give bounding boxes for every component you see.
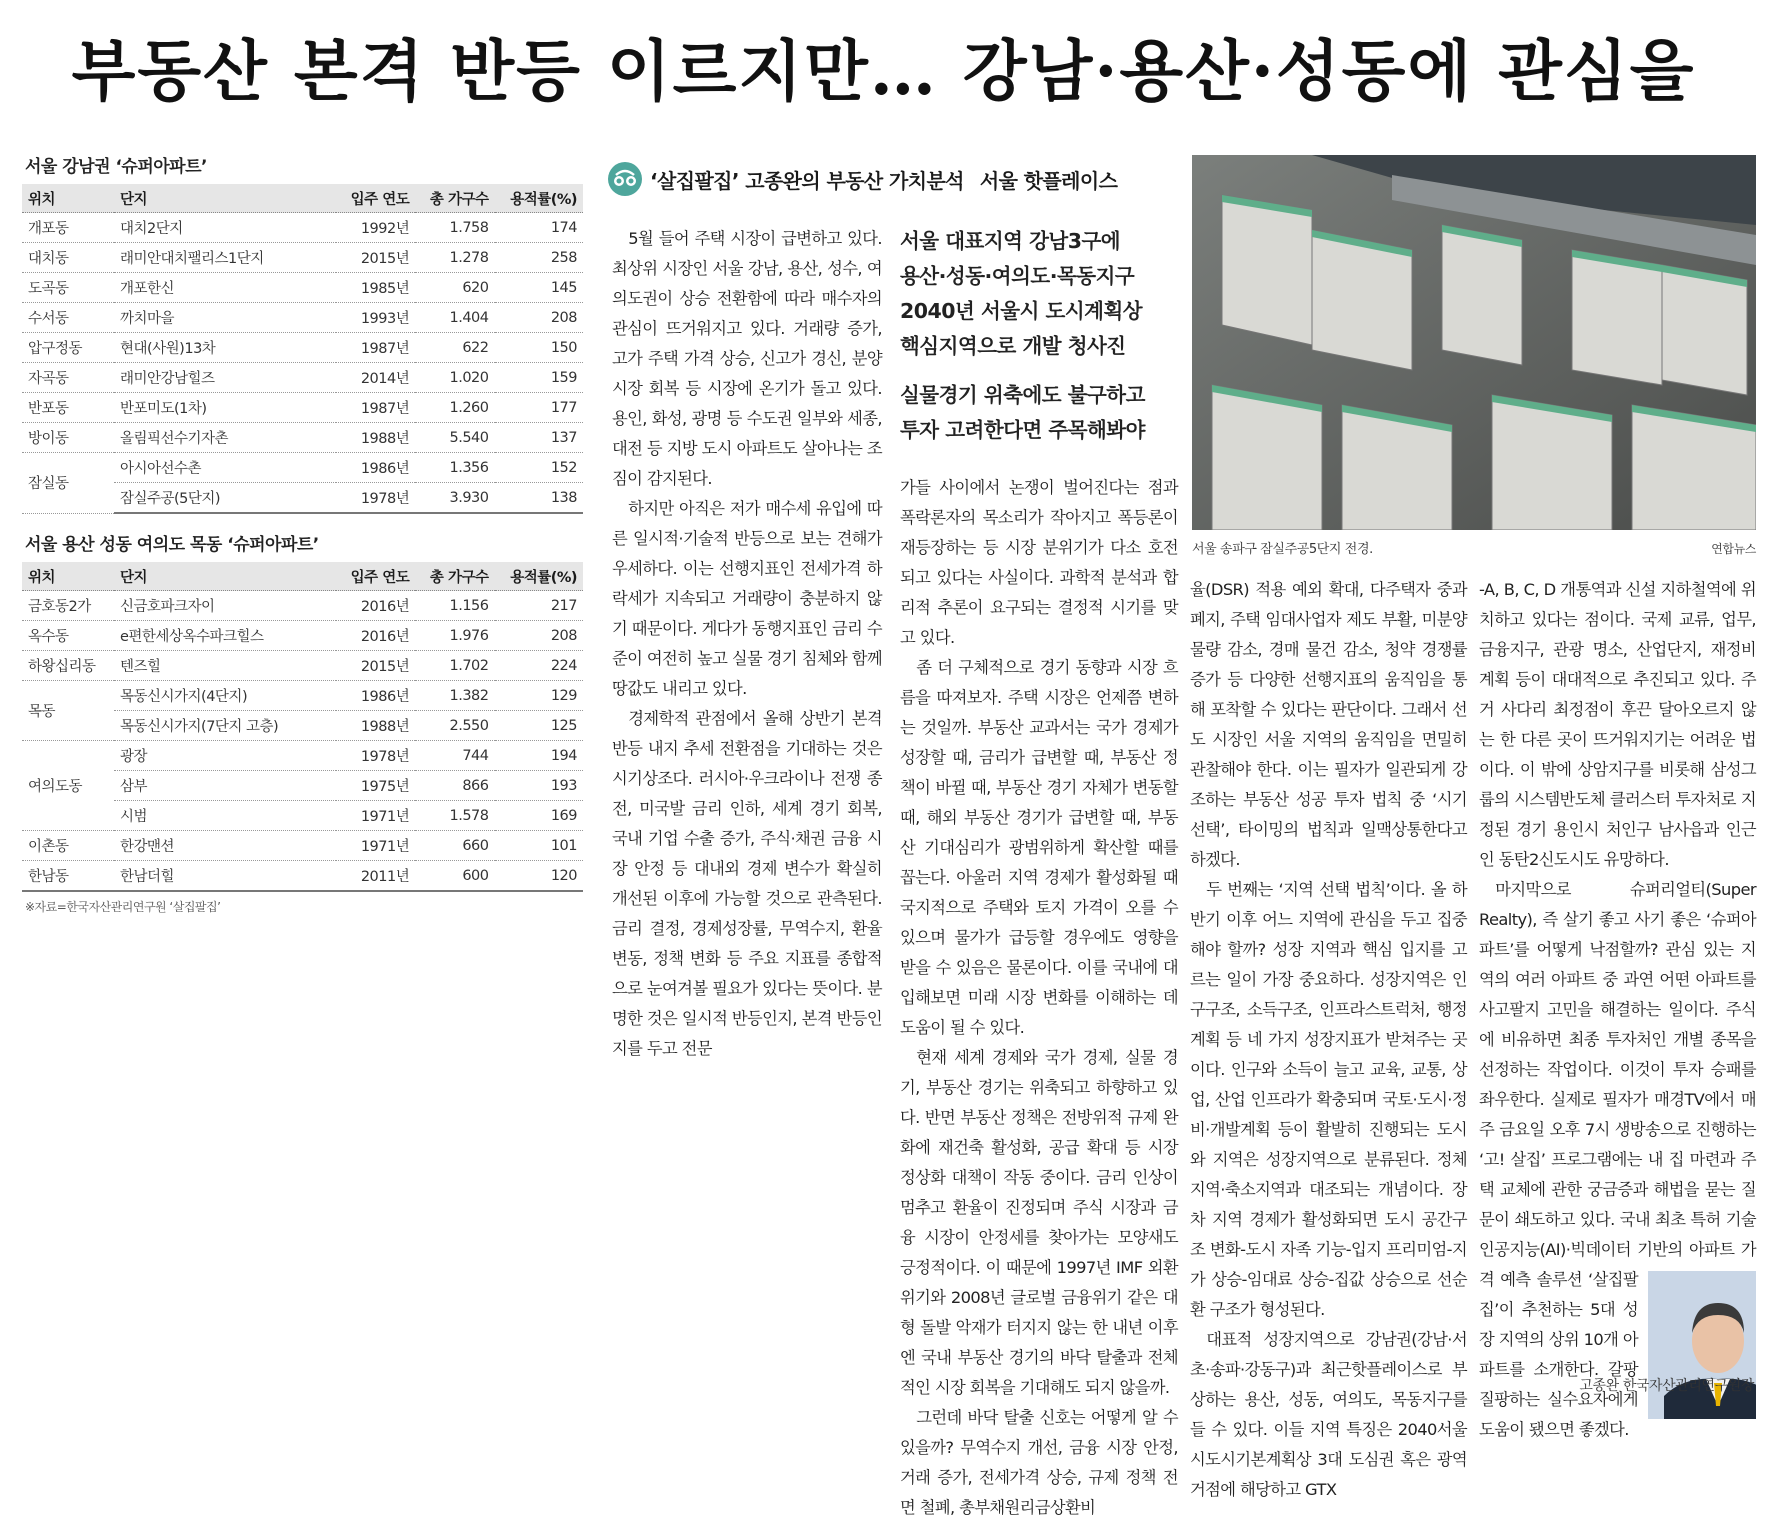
location-cell: 도곡동: [22, 273, 114, 303]
complex-cell: 현대(사원)13차: [114, 333, 336, 363]
table-row: [22, 363, 583, 393]
units-cell: 1.404: [415, 303, 494, 333]
units-cell: 620: [415, 273, 494, 303]
complex-cell: 텐즈힐: [114, 651, 336, 681]
byline: 고종완 한국자산관리연구원장: [1579, 1378, 1754, 1394]
deck-line: 2040년 서울시 도시계획상: [900, 299, 1143, 323]
series-title: ‘살집팔집’ 고종완의 부동산 가치분석: [650, 168, 964, 193]
year-cell: 1987년: [336, 333, 415, 363]
units-cell: 1.278: [415, 243, 494, 273]
table-row: [22, 651, 583, 681]
far-cell: 174: [495, 213, 584, 243]
photo-caption: 서울 송파구 잠실주공5단지 전경.: [1192, 542, 1373, 557]
article-paragraph: 5월 들어 주택 시장이 급변하고 있다. 최상위 시장인 서울 강남, 용산, 성수, 여의도권이 상승 전환함에 따라 매수자의 관심이 뜨거워지고 있다. 거래량 증가, 고가 주택 가격 상승, 신고가 경신, 분양 시장 회복 등 시장에 온기가 돌고 있다. 용인, 화성, 광명 등 수도권 일부와 세종, 대전 등 지방 도시 아파트도 살아나는 조짐이 감지된다.: [612, 229, 882, 488]
units-cell: 866: [415, 771, 494, 801]
far-cell: 169: [495, 801, 584, 831]
table-row: [22, 243, 583, 273]
units-cell: 1.156: [415, 591, 494, 621]
year-cell: 1992년: [336, 213, 415, 243]
article-column-4: [1479, 575, 1756, 1445]
complex-cell: 삼부: [114, 771, 336, 801]
article-paragraph: 율(DSR) 적용 예외 확대, 다주택자 중과 폐지, 주택 임대사업자 제도 부활, 미분양 물량 감소, 경매 물건 감소, 청약 경쟁률 증가 등 다양한 선행지표의 움직임을 통해 포착할 수 있다는 판단이다. 그래서 선도 시장인 서울 지역의 움직임을 면밀히 관찰해야 한다. 이는 필자가 일관되게 강조하는 부동산 성공 투자 법칙 중 ‘시기 선택’, 타이밍의 법칙과 일맥상통한다고 하겠다.: [1190, 580, 1467, 869]
year-cell: 1985년: [336, 273, 415, 303]
location-cell: 목동: [22, 681, 114, 741]
headline: 부동산 본격 반등 이르지만… 강남·용산·성동에 관심을: [71, 32, 1696, 110]
location-cell: 여의도동: [22, 741, 114, 831]
column-header: 위치: [22, 562, 114, 591]
complex-cell: 목동신시가지(7단지 고층): [114, 711, 336, 741]
units-cell: 1.976: [415, 621, 494, 651]
author-portrait: [1648, 1271, 1756, 1419]
units-cell: 600: [415, 861, 494, 892]
year-cell: 1988년: [336, 423, 415, 453]
table-row: [22, 423, 583, 453]
complex-cell: 래미안강남힐즈: [114, 363, 336, 393]
far-cell: 224: [495, 651, 584, 681]
complex-cell: 반포미도(1차): [114, 393, 336, 423]
table-row: [22, 591, 583, 621]
table-row: [22, 333, 583, 363]
article-paragraph: 하지만 아직은 저가 매수세 유입에 따른 일시적·기술적 반등으로 보는 견해가 우세하다. 이는 선행지표인 전세가격 하락세가 지속되고 거래량이 충분하지 않기 때문이다. 게다가 동행지표인 금리 수준이 여전히 높고 실물 경기 침체와 함께 땅값도 내리고 있다.: [612, 499, 882, 698]
article-paragraph: 경제학적 관점에서 올해 상반기 본격 반등 내지 추세 전환점을 기대하는 것은 시기상조다. 러시아·우크라이나 전쟁 종전, 미국발 금리 인하, 세계 경기 회복, 국내 기업 수출 증가, 주식·채권 금융 시장 안정 등 대내외 경제 변수가 확실히 개선된 이후에 가능할 것으로 관측된다. 금리 결정, 경제성장률, 무역수지, 환율 변동, 정책 변화 등 주요 지표를 종합적으로 눈여겨볼 필요가 있다는 뜻이다. 분명한 것은 일시적 반등인지, 본격 반등인지를 두고 전문: [612, 709, 882, 1058]
deck-line: 용산·성동·여의도·목동지구: [900, 264, 1135, 288]
complex-cell: 한강맨션: [114, 831, 336, 861]
gangnam-super-apartment-table: [22, 184, 583, 514]
table-row: [22, 273, 583, 303]
deck-line: 투자 고려한다면 주목해봐야: [900, 418, 1145, 442]
units-cell: 1.260: [415, 393, 494, 423]
table-source-note: ※자료=한국자산관리연구원 ‘살집팔집’: [25, 900, 221, 914]
units-cell: 1.020: [415, 363, 494, 393]
location-cell: 이촌동: [22, 831, 114, 861]
units-cell: 3.930: [415, 483, 494, 514]
year-cell: 1975년: [336, 771, 415, 801]
yongsan-seongdong-super-apartment-table: [22, 562, 583, 892]
year-cell: 1978년: [336, 483, 415, 514]
table-row: [22, 453, 583, 483]
year-cell: 1986년: [336, 453, 415, 483]
far-cell: 150: [495, 333, 584, 363]
table-row: [22, 741, 583, 771]
units-cell: 744: [415, 741, 494, 771]
complex-cell: 까치마을: [114, 303, 336, 333]
table-row: [22, 393, 583, 423]
glasses-icon: [608, 162, 642, 196]
year-cell: 2011년: [336, 861, 415, 892]
table-row: [22, 861, 583, 892]
table-row: [22, 621, 583, 651]
location-cell: 금호동2가: [22, 591, 114, 621]
far-cell: 129: [495, 681, 584, 711]
table-row: [22, 831, 583, 861]
photo-credit: 연합뉴스: [1711, 542, 1756, 556]
location-cell: 자곡동: [22, 363, 114, 393]
units-cell: 1.578: [415, 801, 494, 831]
table-row: [22, 213, 583, 243]
year-cell: 1978년: [336, 741, 415, 771]
far-cell: 177: [495, 393, 584, 423]
location-cell: 한남동: [22, 861, 114, 892]
article-column-1: [612, 224, 882, 1064]
complex-cell: 잠실주공(5단지): [114, 483, 336, 514]
article-column-3: [1190, 575, 1467, 1505]
far-cell: 152: [495, 453, 584, 483]
far-cell: 159: [495, 363, 584, 393]
location-cell: 압구정동: [22, 333, 114, 363]
location-cell: 수서동: [22, 303, 114, 333]
deck-line: 서울 대표지역 강남3구에: [900, 229, 1121, 253]
article-paragraph: 좀 더 구체적으로 경기 동향과 시장 흐름을 따져보자. 주택 시장은 언제쯤 변하는 것일까. 부동산 교과서는 국가 경제가 성장할 때, 금리가 급변할 때, 부동산 정책이 바뀔 때, 부동산 경기 자체가 변동할 때, 해외 부동산 경기가 급변할 때, 부동산 기대심리가 광범위하게 확산할 때를 꼽는다. 아울러 지역 경제가 활성화될 때 국지적으로 주택와 토지 가격이 오를 수 있으며 물가가 급등할 경우에도 영향을 받을 수 있음은 물론이다. 이를 국내에 대입해보면 미래 시장 변화를 이해하는 데 도움이 될 수 있다.: [900, 658, 1178, 1037]
units-cell: 622: [415, 333, 494, 363]
column-header: 입주 연도: [336, 184, 415, 213]
deck-line: 실물경기 위축에도 불구하고: [900, 383, 1145, 407]
far-cell: 101: [495, 831, 584, 861]
column-header: 위치: [22, 184, 114, 213]
article-deck: [900, 224, 1180, 448]
location-cell: 방이동: [22, 423, 114, 453]
table-1-title: 서울 강남권 ‘슈퍼아파트’: [25, 157, 207, 177]
year-cell: 1971년: [336, 801, 415, 831]
table-row: [22, 303, 583, 333]
complex-cell: 목동신시가지(4단지): [114, 681, 336, 711]
apartment-complex-photo: [1192, 155, 1756, 530]
article-paragraph: 두 번째는 ‘지역 선택 법칙’이다. 올 하반기 이후 어느 지역에 관심을 두고 집중해야 할까? 성장 지역과 핵심 입지를 고르는 일이 가장 중요하다. 성장지역은 인구구조, 소득구조, 인프라스트럭처, 행정계획 등 네 가지 성장지표가 받쳐주는 곳이다. 인구와 소득이 늘고 교육, 교통, 상업, 산업 인프라가 확충되며 국토·도시·정비·개발계획 등이 활발히 진행되는 도시와 지역은 성장지역으로 분류된다. 정체지역·축소지역과 대조되는 개념이다. 장차 지역 경제가 활성화되면 도시 공간구조 변화-도시 자족 기능-입지 프리미엄-지가 상승-임대료 상승-집값 상승으로 선순환 구조가 형성된다.: [1190, 880, 1467, 1319]
table-header-row: [22, 184, 583, 213]
units-cell: 2.550: [415, 711, 494, 741]
far-cell: 137: [495, 423, 584, 453]
year-cell: 1987년: [336, 393, 415, 423]
article-column-2: [900, 473, 1178, 1523]
deck-line: 핵심지역으로 개발 청사진: [900, 334, 1126, 358]
complex-cell: 올림픽선수기자촌: [114, 423, 336, 453]
complex-cell: 시범: [114, 801, 336, 831]
complex-cell: 개포한신: [114, 273, 336, 303]
column-header: 단지: [114, 562, 336, 591]
far-cell: 193: [495, 771, 584, 801]
year-cell: 1993년: [336, 303, 415, 333]
year-cell: 1986년: [336, 681, 415, 711]
units-cell: 1.702: [415, 651, 494, 681]
column-header: 입주 연도: [336, 562, 415, 591]
article-paragraph: 그런데 바닥 탈출 신호는 어떻게 알 수 있을까? 무역수지 개선, 금융 시장 안정, 거래 증가, 전세가격 상승, 규제 정책 전면 철폐, 총부채원리금상환비: [900, 1408, 1178, 1517]
article-paragraph: -A, B, C, D 개통역과 신설 지하철역에 위치하고 있다는 점이다. 국제 교류, 업무, 금융지구, 관광 명소, 산업단지, 재정비 계획 등이 대대적으로 추진되고 있다. 주거 사다리 최정점이 후끈 달아오르지 않는 한 다른 곳이 뜨거워지기는 어려운 법이다. 이 밖에 상암지구를 비롯해 삼성그룹의 시스템반도체 클러스터 투자처로 지정된 경기 용인시 처인구 남사읍과 인근인 동탄2신도시도 유망하다.: [1479, 580, 1756, 869]
series-topic: 서울 핫플레이스: [979, 168, 1118, 193]
year-cell: 2014년: [336, 363, 415, 393]
location-cell: 옥수동: [22, 621, 114, 651]
far-cell: 125: [495, 711, 584, 741]
complex-cell: 대치2단지: [114, 213, 336, 243]
complex-cell: 아시아선수촌: [114, 453, 336, 483]
far-cell: 145: [495, 273, 584, 303]
units-cell: 660: [415, 831, 494, 861]
table-header-row: [22, 562, 583, 591]
article-paragraph: 가들 사이에서 논쟁이 벌어진다는 점과 폭락론자의 목소리가 작아지고 폭등론이 재등장하는 등 시장 분위기가 다소 호전되고 있다는 사실이다. 과학적 분석과 합리적 추론이 요구되는 결정적 시기를 맞고 있다.: [900, 478, 1178, 647]
year-cell: 2016년: [336, 591, 415, 621]
year-cell: 2015년: [336, 243, 415, 273]
complex-cell: 신금호파크자이: [114, 591, 336, 621]
complex-cell: 한남더힐: [114, 861, 336, 892]
far-cell: 208: [495, 303, 584, 333]
year-cell: 2016년: [336, 621, 415, 651]
far-cell: 208: [495, 621, 584, 651]
table-row: [22, 681, 583, 711]
article-paragraph: 현재 세계 경제와 국가 경제, 실물 경기, 부동산 경기는 위축되고 하향하고 있다. 반면 부동산 정책은 전방위적 규제 완화에 재건축 활성화, 공급 확대 등 시장 정상화 대책이 작동 중이다. 금리 인상이 멈추고 환율이 진정되며 주식 시장과 금융 시장이 안정세를 찾아가는 모양새도 긍정적이다. 이 때문에 1997년 IMF 외환위기와 2008년 글로벌 금융위기 같은 대형 돌발 악재가 터지지 않는 한 내년 이후엔 국내 부동산 경기의 바닥 탈출과 전체적인 시장 회복을 기대해도 되지 않을까.: [900, 1048, 1178, 1397]
complex-cell: 광장: [114, 741, 336, 771]
year-cell: 1971년: [336, 831, 415, 861]
location-cell: 개포동: [22, 213, 114, 243]
units-cell: 1.382: [415, 681, 494, 711]
article-paragraph: 마지막으로 슈퍼리얼티(Super Realty), 즉 살기 좋고 사기 좋은 ‘슈퍼아파트’를 어떻게 낙점할까? 관심 있는 지역의 여러 아파트 중 과연 어떤 아파트를 사고팔지 고민을 해결하는 일이다. 주식에 비유하면 최종 투자처인 개별 종목을 선정하는 작업이다. 이것이 투자 승패를 좌우한다. 실제로 필자가 매경TV에서 매주 금요일 오후 7시 생방송으로 진행하는 ‘고! 살집’ 프로그램에는 내 집 마련과 주택 교체에 관한 궁금증과 해법을 묻는 질문이 쇄도하고 있다. 국내 최초 특허 기술 인공지능(AI)·빅데이터 기반의 아파트 가격 예측 솔루션 ‘살집팔집’이 추천하는 5대 성장 지역의 상위 10개 아파트를 소개한다. 갈팡질팡하는 실수요자에게 도움이 됐으면 좋겠다.: [1479, 875, 1756, 1445]
location-cell: 대치동: [22, 243, 114, 273]
article-paragraph: 대표적 성장지역으로 강남권(강남·서초·송파·강동구)과 최근핫플레이스로 부상하는 용산, 성동, 여의도, 목동지구를 들 수 있다. 이들 지역 특징은 2040서울시도시기본계획상 3대 도심권 혹은 광역 거점에 해당하고 GTX: [1190, 1330, 1467, 1499]
far-cell: 194: [495, 741, 584, 771]
column-header: 단지: [114, 184, 336, 213]
column-header: 용적률(%): [495, 562, 584, 591]
column-header: 용적률(%): [495, 184, 584, 213]
complex-cell: 래미안대치팰리스1단지: [114, 243, 336, 273]
series-header: [608, 162, 1117, 196]
location-cell: 잠실동: [22, 453, 114, 514]
location-cell: 반포동: [22, 393, 114, 423]
year-cell: 1988년: [336, 711, 415, 741]
far-cell: 120: [495, 861, 584, 892]
units-cell: 5.540: [415, 423, 494, 453]
units-cell: 1.356: [415, 453, 494, 483]
units-cell: 1.758: [415, 213, 494, 243]
far-cell: 217: [495, 591, 584, 621]
column-header: 총 가구수: [415, 562, 494, 591]
column-header: 총 가구수: [415, 184, 494, 213]
complex-cell: e편한세상옥수파크힐스: [114, 621, 336, 651]
far-cell: 258: [495, 243, 584, 273]
table-2-title: 서울 용산 성동 여의도 목동 ‘슈퍼아파트’: [25, 535, 319, 555]
location-cell: 하왕십리동: [22, 651, 114, 681]
far-cell: 138: [495, 483, 584, 514]
year-cell: 2015년: [336, 651, 415, 681]
